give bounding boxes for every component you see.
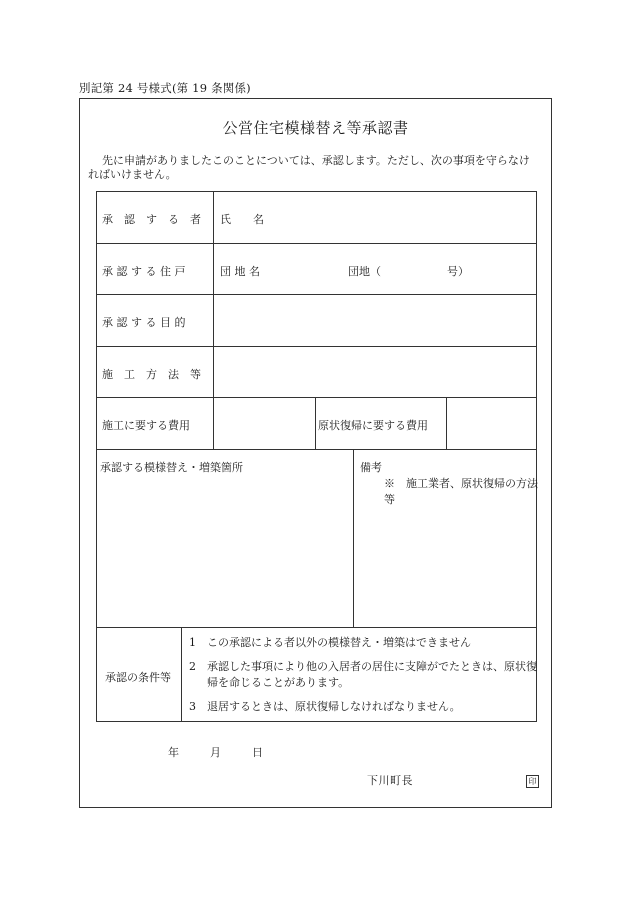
- applicant-label-text: 承 認 す る 者: [102, 213, 201, 226]
- divider: [446, 397, 447, 449]
- divider: [96, 243, 537, 244]
- document-title: 公営住宅模様替え等承認書: [222, 119, 409, 137]
- divider: [181, 627, 182, 722]
- method-label: 施 工 方 法 等: [102, 368, 201, 381]
- remarks-label: 備考: [360, 461, 382, 474]
- date-line: [168, 744, 263, 760]
- form-reference: 別記第 24 号様式(第 19 条関係): [79, 81, 251, 95]
- condition-text: この承認による者以外の模様替え・増築はできません: [207, 636, 471, 649]
- condition-text: 承認した事項により他の入居者の居住に支障がでたときは、原状復帰を命じることがあります。: [207, 660, 537, 689]
- conditions-label: 承認の条件等: [105, 671, 171, 684]
- alterations-label: 承認する模様替え・増築箇所: [100, 461, 243, 474]
- applicant-label: [102, 211, 206, 227]
- dwelling-suffix: 団地（ 号）: [348, 265, 469, 278]
- restore-cost-label: 原状復帰に要する費用: [318, 419, 428, 432]
- divider: [96, 627, 537, 628]
- divider: [315, 397, 316, 449]
- divider: [213, 191, 214, 449]
- date-year: 年: [168, 746, 179, 759]
- date-month: 月: [210, 746, 221, 759]
- seal-mark: 印: [526, 775, 539, 788]
- cost-label: 施工に要する費用: [102, 419, 190, 432]
- mayor-signature: 下川町長: [367, 774, 413, 787]
- condition-text: 退居するときは、原状復帰しなければなりません。: [207, 700, 461, 713]
- applicant-name-label: 氏 名: [220, 213, 264, 226]
- dwelling-estate-label: 団 地 名: [220, 265, 260, 278]
- intro-text: 先に申請がありましたこのことについては、承認します。ただし、次の事項を守らなければいけません。: [88, 154, 530, 181]
- divider: [96, 294, 537, 295]
- condition-number: 2: [189, 660, 196, 673]
- divider: [96, 449, 537, 450]
- remarks-note: ※ 施工業者、原状復帰の方法等: [384, 477, 538, 506]
- purpose-label: 承 認 す る 目 的: [102, 316, 186, 329]
- condition-number: 3: [189, 700, 196, 713]
- date-day: 日: [252, 746, 263, 759]
- document-frame: [79, 98, 552, 808]
- divider: [353, 449, 354, 627]
- divider: [96, 346, 537, 347]
- condition-number: 1: [189, 636, 196, 649]
- dwelling-label: 承 認 す る 住 戸: [102, 265, 186, 278]
- divider: [96, 397, 537, 398]
